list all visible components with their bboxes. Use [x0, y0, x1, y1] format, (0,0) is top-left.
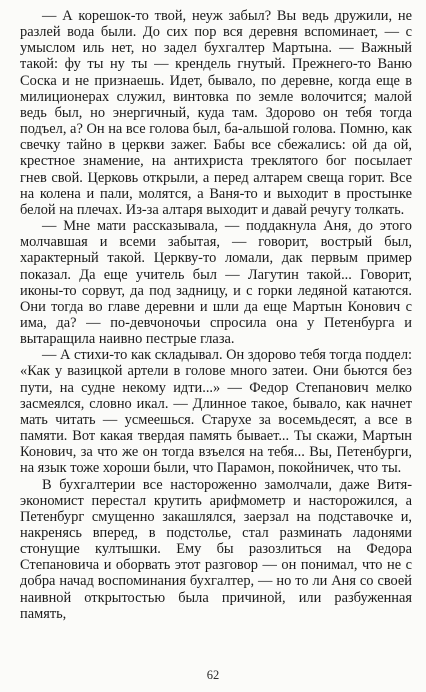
body-text	[20, 8, 412, 622]
paragraph: — Мне мати рассказывала, — поддакнула Аня, до этого молчавшая и всеми забытая, — говорит, вострый был, характерный такой. Церкву-то ломали, дак первым пример показал. Да еще учитель был — Лагутин такой... Говорит, иконы-то сорвут, да под задницу, и с горки ледяной катаются. Они тогда во главе деревни и шли да еще Мартын Конович с има, да? — по-девчоночьи спросила она у Петенбурга и вытаращила наивно пестрые глаза.	[20, 218, 412, 348]
paragraph: В бухгалтерии все настороженно замолчали, даже Витя-экономист перестал крутить арифмометр и насторожился, а Петенбург смущенно закашлялся, заерзал на подставочке и, накренясь вперед, в подстолье, стал разминать ладонями стонущие култышки. Ему бы разозлиться на Федора Степановича и оборвать этот разговор — он понимал, что не с добра начад воспоминания бухгалтер, — но то ли Аня со своей наивной открытостью была причиной, или разбуженная память,	[20, 476, 412, 622]
paragraph: — А корешок-то твой, неуж забыл? Вы ведь дружили, не разлей вода были. До сих пор вся деревня вспоминает, — с умыслом иль нет, но задел бухгалтер Мартына. — Важный такой: фу ты ну ты — крендель гнутый. Прежнего-то Ваню Соска и не признаешь. Идет, бывало, по деревне, когда еще в милиционерах служил, винтовка по земле волочится; малой ведь был, но энергичный, куда там. Здорово он тебя тогда подъел, а? Он на все голова был, ба-альшой голова. Помню, как свечку тайно в церкви зажег. Бабы все сбежались: ой да ой, крестное знамение, на антихриста треклятого бог посылает гнев свой. Церковь открыли, а перед алтарем свеща горит. Все на колена и пали, молятся, а Ваня-то и выходит в простынке белой на плечах. Из-за алтаря выходит и давай речугу толкать.	[20, 8, 412, 218]
page-number: 62	[206, 668, 220, 682]
paragraph: — А стихи-то как складывал. Он здорово тебя тогда поддел: «Как у вазицкой артели в голове много затеи. Они бьются без пути, на судне некому идти...» — Федор Степанович мелко засмеялся, словно икал. — Длинное такое, бывало, как начнет мать читать — усмеешься. Старухе за восемьдесят, а все в памяти. Вот какая твердая память бывает... Ты скажи, Мартын Конович, за что же он тогда взъелся на тебя... Вы, Петенбурги, на язык тоже хороши были, что Парамон, покойничек, что ты.	[20, 347, 412, 477]
